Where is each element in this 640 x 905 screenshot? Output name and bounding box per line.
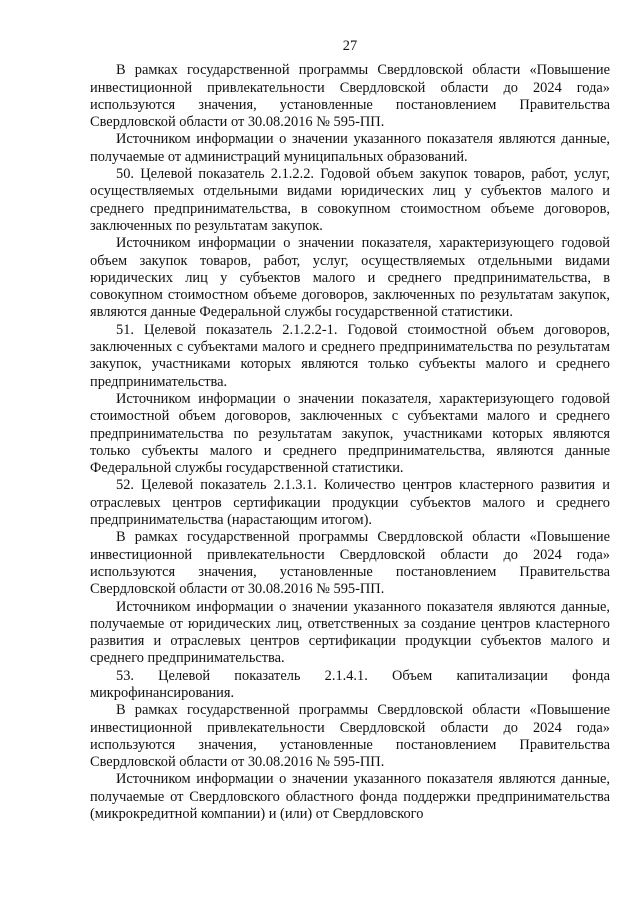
paragraph-info-source-52: Источником информации о значении указанного показателя являются данные, получаемые от юридических лиц, ответственных за создание центров кластерного развития и отраслевых центров сертификации продукции субъектов малого и среднего предпринимательства.	[90, 598, 610, 667]
page-number: 27	[342, 38, 358, 54]
paragraph-info-source-53: Источником информации о значении указанного показателя являются данные, получаемые от Свердловского областного фонда поддержки предпринимательства (микрокредитной компании) и (или) от Свердловского	[90, 771, 610, 823]
paragraph-indicator-53: 53. Целевой показатель 2.1.4.1. Объем капитализации фонда микрофинансирования.	[90, 667, 610, 701]
paragraph-indicator-51: 51. Целевой показатель 2.1.2.2-1. Годовой стоимостной объем договоров, заключенных с субъектами малого и среднего предпринимательства по результатам закупок, участниками которых являются только субъекты малого и среднего предпринимательства.	[90, 321, 610, 390]
paragraph-info-source-municipal: Источником информации о значении указанного показателя являются данные, получаемые от администраций муниципальных образований.	[90, 131, 610, 165]
paragraph-program-reference-1: В рамках государственной программы Свердловской области «Повышение инвестиционной привлекательности Свердловской области до 2024 года» используются значения, установленные постановлением Правительства Свердловской области от 30.08.2016 № 595-ПП.	[90, 62, 610, 131]
paragraph-indicator-50: 50. Целевой показатель 2.1.2.2. Годовой объем закупок товаров, работ, услуг, осуществляемых отдельными видами юридических лиц у субъектов малого и среднего предпринимательства, в совокупном стоимостном объеме договоров, заключенных по результатам закупок.	[90, 166, 610, 234]
paragraph-indicator-52: 52. Целевой показатель 2.1.3.1. Количество центров кластерного развития и отраслевых центров сертификации продукции субъектов малого и среднего предпринимательства (нарастающим итогом).	[90, 477, 610, 529]
paragraph-info-source-50: Источником информации о значении показателя, характеризующего годовой объем закупок товаров, работ, услуг, осуществляемых отдельными видами юридических лиц у субъектов малого и среднего предпринимательства, в совокупном стоимостном объеме договоров, заключенных по результатам закупок, являются данные Федеральной службы государственной статистики.	[90, 235, 610, 321]
paragraph-info-source-51: Источником информации о значении показателя, характеризующего годовой стоимостной объем договоров, заключенных с субъектами малого и среднего предпринимательства по результатам закупок, участниками которых являются только субъекты малого и среднего предпринимательства, являются данные Федеральной службы государственной статистики.	[90, 390, 610, 477]
paragraph-program-reference-2: В рамках государственной программы Свердловской области «Повышение инвестиционной привлекательности Свердловской области до 2024 года» используются значения, установленные постановлением Правительства Свердловской области от 30.08.2016 № 595-ПП.	[90, 529, 610, 598]
paragraph-program-reference-3: В рамках государственной программы Свердловской области «Повышение инвестиционной привлекательности Свердловской области до 2024 года» используются значения, установленные постановлением Правительства Свердловской области от 30.08.2016 № 595-ПП.	[90, 702, 610, 771]
document-page	[90, 38, 610, 823]
